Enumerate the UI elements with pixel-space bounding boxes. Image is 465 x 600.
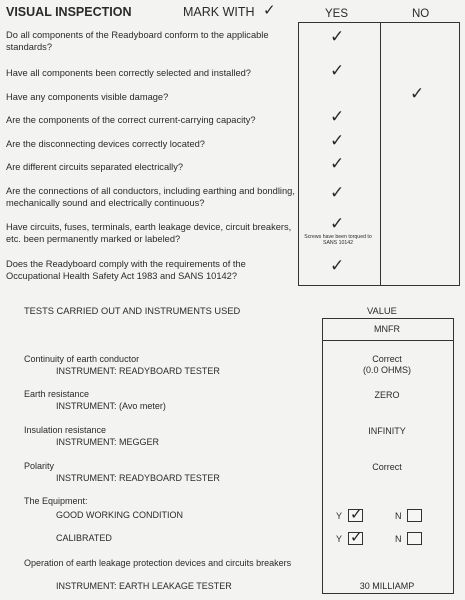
- screws-note: Screws have been torqued to SANS 10142: [304, 234, 372, 246]
- good-condition-yes-checkbox[interactable]: [348, 505, 363, 523]
- tests-heading: TESTS CARRIED OUT AND INSTRUMENTS USED: [24, 306, 241, 316]
- inspection-question: Are different circuits separated electrically?: [6, 162, 184, 172]
- mnfr-divider: [322, 340, 454, 341]
- yes-check-icon: ✓: [330, 107, 345, 127]
- inspection-question: Are the connections of all conductors, including earthing and bondling, mechanically sound and electrically continuous?: [6, 186, 295, 208]
- test-value: ZERO: [374, 390, 400, 400]
- test-instrument: INSTRUMENT: READYBOARD TESTER: [56, 473, 220, 483]
- equipment-item-label: CALIBRATED: [56, 533, 112, 543]
- no-checkbox-label: N: [395, 534, 402, 544]
- value-heading: VALUE: [367, 306, 397, 316]
- no-check-icon: ✓: [410, 84, 425, 104]
- column-no-header: NO: [412, 8, 430, 20]
- test-label: Continuity of earth conductor: [24, 354, 140, 364]
- equipment-label: The Equipment:: [24, 496, 88, 506]
- inspection-question: Do all components of the Readyboard conform to the applicable standards?: [6, 30, 269, 52]
- mark-with-label: MARK WITH: [183, 5, 255, 19]
- test-label: Insulation resistance: [24, 425, 107, 435]
- yes-check-icon: ✓: [330, 183, 345, 203]
- test-value: Correct: [372, 462, 402, 472]
- good-condition-no-checkbox[interactable]: [407, 509, 422, 522]
- equipment-item-label: GOOD WORKING CONDITION: [56, 510, 183, 520]
- test-label: Polarity: [24, 461, 55, 471]
- inspection-answer-grid: [298, 22, 460, 286]
- test-value-detail: (0.0 OHMS): [362, 365, 411, 375]
- section-title-visual-inspection: VISUAL INSPECTION: [6, 5, 132, 19]
- yes-check-icon: ✓: [330, 214, 345, 234]
- earth-leakage-label: Operation of earth leakage protection devices and circuits breakers: [24, 558, 292, 568]
- check-mark-icon: ✓: [350, 528, 363, 546]
- inspection-question: Have all components been correctly selected and installed?: [6, 68, 251, 78]
- value-subheading: MNFR: [374, 324, 400, 334]
- inspection-question: Have circuits, fuses, terminals, earth leakage device, circuit breakers, etc. been permanently marked or labeled?: [6, 222, 292, 244]
- yes-check-icon: ✓: [330, 131, 345, 151]
- inspection-question: Are the disconnecting devices correctly located?: [6, 139, 205, 149]
- yes-checkbox-label: Y: [336, 511, 343, 521]
- test-value: Correct: [372, 354, 402, 364]
- check-mark-icon: ✓: [350, 505, 363, 523]
- no-checkbox-label: N: [395, 511, 402, 521]
- earth-leakage-value: 30 MILLIAMP: [359, 581, 415, 591]
- column-yes-header: YES: [325, 8, 349, 20]
- test-instrument: INSTRUMENT: (Avo meter): [56, 401, 166, 411]
- calibrated-yes-checkbox[interactable]: [348, 528, 363, 546]
- yes-check-icon: ✓: [330, 61, 345, 81]
- yes-check-icon: ✓: [330, 27, 345, 47]
- yes-no-divider: [380, 22, 381, 286]
- yes-checkbox-label: Y: [336, 534, 343, 544]
- calibrated-no-checkbox[interactable]: [407, 532, 422, 545]
- earth-leakage-instrument: INSTRUMENT: EARTH LEAKAGE TESTER: [56, 581, 232, 591]
- inspection-question: Does the Readyboard comply with the requirements of the Occupational Health Safety Act 1983 and SANS 10142?: [6, 259, 246, 281]
- inspection-question: Have any components visible damage?: [6, 92, 169, 102]
- test-instrument: INSTRUMENT: MEGGER: [56, 437, 160, 447]
- inspection-question: Are the components of the correct current-carrying capacity?: [6, 115, 256, 125]
- yes-check-icon: ✓: [330, 154, 345, 174]
- yes-check-icon: ✓: [330, 256, 345, 276]
- test-value: INFINITY: [368, 426, 406, 436]
- test-instrument: INSTRUMENT: READYBOARD TESTER: [56, 366, 220, 376]
- check-mark-icon: ✓: [263, 2, 276, 19]
- test-label: Earth resistance: [24, 389, 90, 399]
